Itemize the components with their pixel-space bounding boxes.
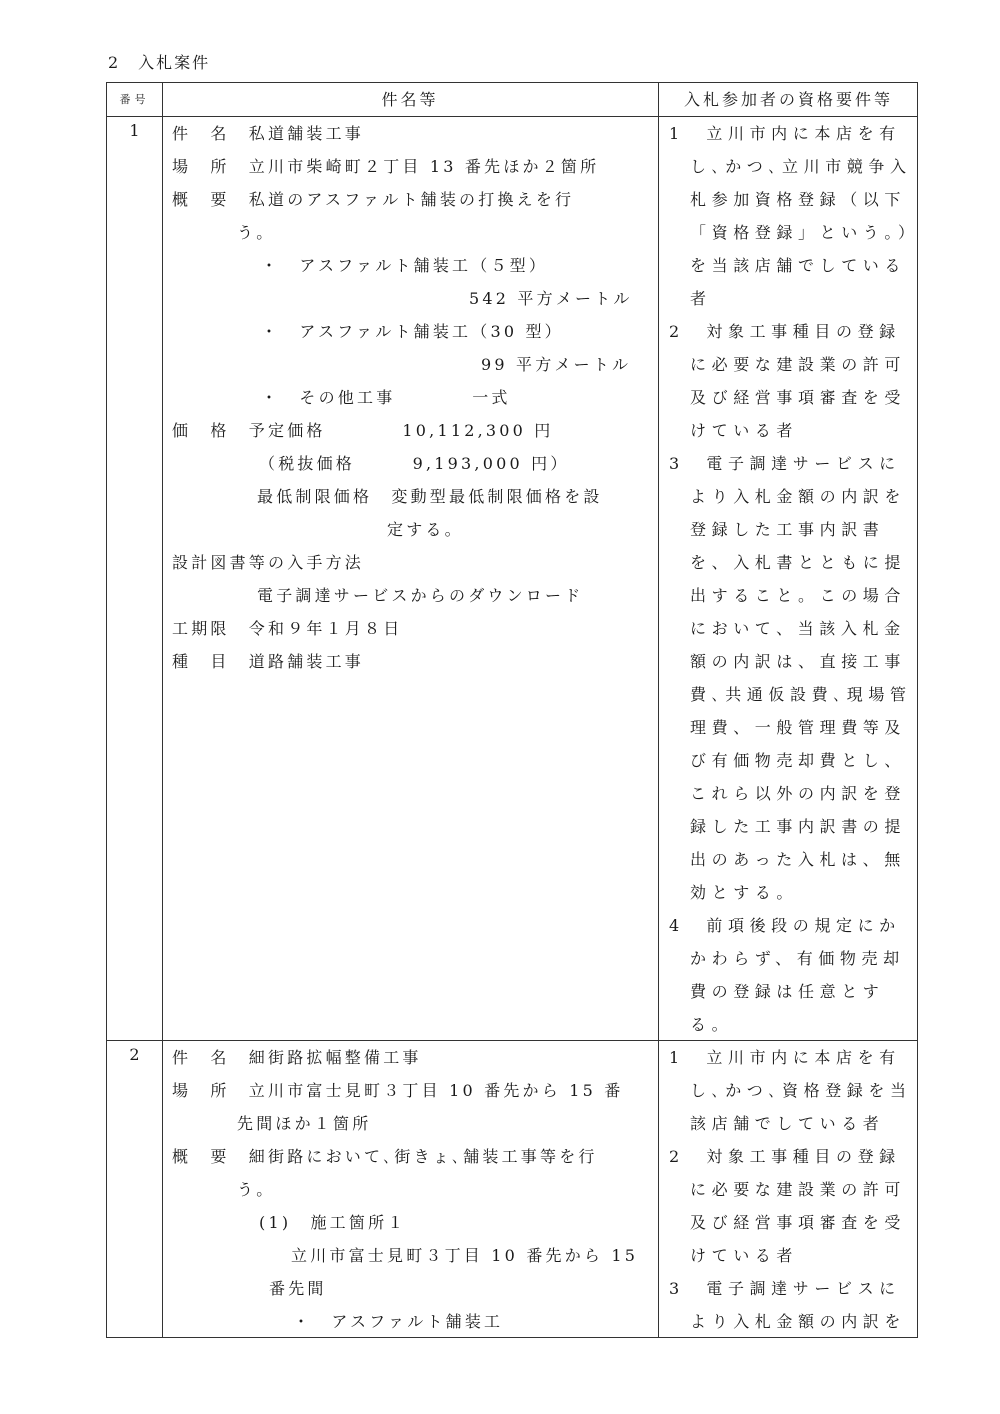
qualification-line: 4 前項後段の規定にか bbox=[669, 916, 901, 935]
qualification-line: 2 対象工事種目の登録 bbox=[669, 1147, 901, 1166]
qualification-line: かわらず、有価物売却 bbox=[690, 949, 905, 968]
column-divider bbox=[162, 83, 163, 1337]
qualification-line: 1 立川市内に本店を有 bbox=[669, 1048, 901, 1067]
item-line: 概 要 細街路において､街きょ､舗装工事等を行 bbox=[172, 1147, 598, 1166]
qualification-line: び有価物売却費とし、 bbox=[690, 751, 907, 770]
item-line: 概 要 私道のアスファルト舗装の打換えを行 bbox=[172, 190, 575, 209]
column-divider bbox=[658, 83, 659, 1337]
qualification-line: を、入札書とともに提 bbox=[690, 553, 907, 572]
qualification-line: 出のあった入札は、無 bbox=[690, 850, 906, 869]
header-number: 番号 bbox=[119, 93, 150, 106]
item-line: 件 名 細街路拡幅整備工事 bbox=[172, 1048, 422, 1067]
item-line: 電子調達サービスからのダウンロード bbox=[257, 586, 584, 605]
qualification-line: 費､共通仮設費､現場管 bbox=[690, 685, 912, 704]
section-title: 2 入札案件 bbox=[108, 53, 211, 72]
item-line: 定する。 bbox=[387, 520, 464, 539]
item-line: 価 格 予定価格 10,112,300 円 bbox=[172, 421, 554, 440]
qualification-line: 者 bbox=[690, 289, 712, 308]
item-line: ・ アスファルト舗装工（30 型） bbox=[261, 322, 564, 341]
qualification-line: 「資格登録」という。） bbox=[690, 223, 920, 242]
item-line: ・ アスファルト舗装工（５型） bbox=[261, 256, 549, 275]
header-qualification: 入札参加者の資格要件等 bbox=[683, 90, 893, 109]
qualification-line: において、当該入札金 bbox=[690, 619, 906, 638]
qualification-line: に必要な建設業の許可 bbox=[690, 1180, 907, 1199]
item-line: う。 bbox=[237, 223, 276, 242]
header-item: 件名等 bbox=[381, 90, 439, 109]
qualification-line: に必要な建設業の許可 bbox=[690, 355, 907, 374]
item-line: 先間ほか１箇所 bbox=[237, 1114, 372, 1133]
qualification-line: 費の登録は任意とす bbox=[690, 982, 885, 1001]
item-line: 工期限 令和９年１月８日 bbox=[172, 619, 403, 638]
qualification-line: 3 電子調達サービスに bbox=[669, 454, 901, 473]
qualification-line: 効とする。 bbox=[690, 883, 799, 902]
qualification-line: けている者 bbox=[690, 421, 799, 440]
qualification-line: し､かつ､資格登録を当 bbox=[690, 1081, 912, 1100]
item-line: ・ アスファルト舗装工 bbox=[293, 1312, 504, 1331]
row-number: 2 bbox=[129, 1045, 140, 1064]
qualification-line: し､かつ､立川市競争入 bbox=[690, 157, 912, 176]
qualification-line: を当該店舗でしている bbox=[690, 256, 907, 275]
qualification-line: 理費、一般管理費等及 bbox=[690, 718, 907, 737]
item-line: う。 bbox=[237, 1180, 276, 1199]
qualification-line: 該店舗でしている者 bbox=[690, 1114, 885, 1133]
item-line: 最低制限価格 変動型最低制限価格を設 bbox=[257, 487, 603, 506]
qualification-line: より入札金額の内訳を bbox=[690, 487, 907, 506]
item-line: 542 平方メートル bbox=[469, 289, 633, 308]
qualification-line: 録した工事内訳書の提 bbox=[690, 817, 907, 836]
item-line: （税抜価格 9,193,000 円） bbox=[259, 454, 570, 473]
qualification-line: これら以外の内訳を登 bbox=[690, 784, 907, 803]
item-line: 場 所 立川市富士見町３丁目 10 番先から 15 番 bbox=[172, 1081, 624, 1100]
qualification-line: 登録した工事内訳書 bbox=[690, 520, 885, 539]
item-line: 立川市富士見町３丁目 10 番先から 15 bbox=[291, 1246, 639, 1265]
item-line: 件 名 私道舗装工事 bbox=[172, 124, 365, 143]
row-number: 1 bbox=[129, 121, 140, 140]
qualification-line: 2 対象工事種目の登録 bbox=[669, 322, 901, 341]
qualification-line: 出すること。この場合 bbox=[690, 586, 907, 605]
item-line: 種 目 道路舗装工事 bbox=[172, 652, 365, 671]
qualification-line: る。 bbox=[690, 1015, 734, 1034]
qualification-line: 及び経営事項審査を受 bbox=[690, 1213, 907, 1232]
qualification-line: 札参加資格登録（以下 bbox=[690, 190, 907, 209]
qualification-line: より入札金額の内訳を bbox=[690, 1312, 907, 1331]
item-line: (1) 施工箇所１ bbox=[259, 1213, 407, 1232]
qualification-line: 額の内訳は、直接工事 bbox=[690, 652, 907, 671]
item-line: 番先間 bbox=[269, 1279, 327, 1298]
qualification-line: 3 電子調達サービスに bbox=[669, 1279, 901, 1298]
item-line: 99 平方メートル bbox=[481, 355, 632, 374]
bid-table bbox=[106, 82, 918, 1338]
item-line: 設計図書等の入手方法 bbox=[172, 553, 365, 572]
qualification-line: 1 立川市内に本店を有 bbox=[669, 124, 901, 143]
qualification-line: 及び経営事項審査を受 bbox=[690, 388, 907, 407]
item-line: 場 所 立川市柴崎町２丁目 13 番先ほか２箇所 bbox=[172, 157, 600, 176]
item-line: ・ その他工事 一式 bbox=[261, 388, 511, 407]
qualification-line: けている者 bbox=[690, 1246, 799, 1265]
